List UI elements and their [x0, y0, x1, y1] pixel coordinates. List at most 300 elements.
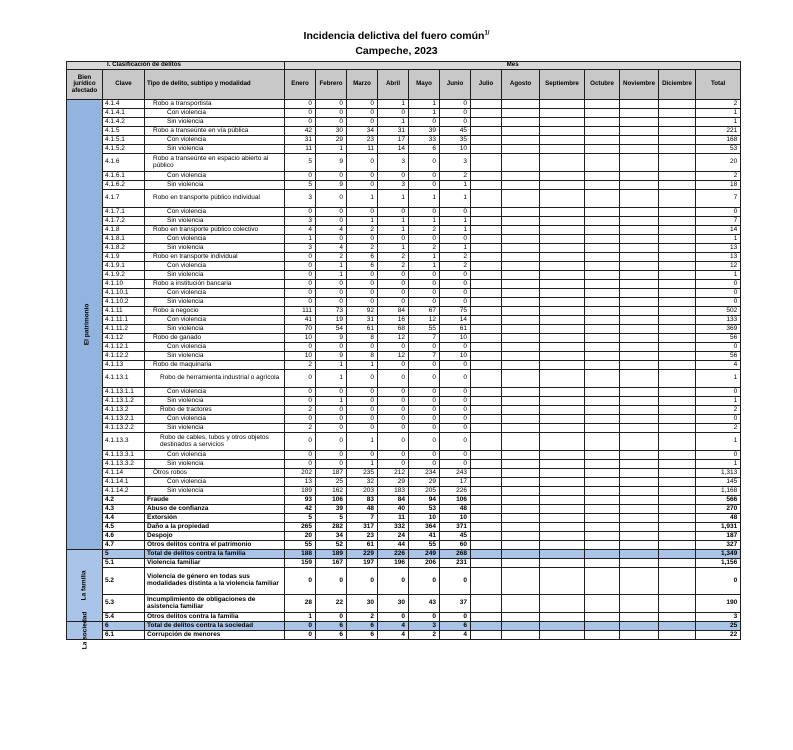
month-value-cell: 197: [347, 559, 378, 568]
month-value-cell: 226: [378, 550, 409, 559]
month-value-cell: 14: [440, 316, 471, 325]
month-value-cell: [620, 181, 659, 190]
month-value-cell: [471, 613, 502, 622]
month-value-cell: 0: [316, 406, 347, 415]
month-value-cell: [471, 496, 502, 505]
month-value-cell: [471, 172, 502, 181]
total-cell: 1: [696, 433, 741, 451]
month-value-cell: [585, 253, 620, 262]
month-value-cell: 44: [378, 541, 409, 550]
tipo-cell: Abuso de confianza: [145, 505, 285, 514]
total-cell: 13: [696, 253, 741, 262]
month-header: Diciembre: [659, 70, 696, 100]
tipo-cell: Con violencia: [145, 262, 285, 271]
month-value-cell: 10: [440, 334, 471, 343]
total-cell: 327: [696, 541, 741, 550]
month-value-cell: [585, 262, 620, 271]
month-value-cell: 4: [440, 631, 471, 640]
month-value-cell: [540, 469, 585, 478]
bien-juridico-cell: [67, 611, 103, 650]
clave-cell: 4.2: [103, 496, 145, 505]
month-value-cell: 162: [316, 487, 347, 496]
month-value-cell: 188: [285, 550, 316, 559]
month-value-cell: 0: [285, 298, 316, 307]
month-value-cell: 0: [285, 253, 316, 262]
month-value-cell: [540, 172, 585, 181]
month-value-cell: [540, 352, 585, 361]
month-value-cell: [585, 415, 620, 424]
month-value-cell: 0: [409, 613, 440, 622]
tipo-cell: Con violencia: [145, 415, 285, 424]
month-value-cell: 189: [316, 550, 347, 559]
month-value-cell: [585, 325, 620, 334]
tipo-cell: Daño a la propiedad: [145, 523, 285, 532]
month-value-cell: 61: [347, 325, 378, 334]
month-value-cell: [471, 415, 502, 424]
month-value-cell: 45: [440, 127, 471, 136]
tipo-cell: Sin violencia: [145, 397, 285, 406]
month-value-cell: 29: [316, 136, 347, 145]
clave-header: Clave: [103, 70, 145, 100]
tipo-cell: Sin violencia: [145, 145, 285, 154]
month-value-cell: [620, 469, 659, 478]
month-value-cell: 0: [316, 613, 347, 622]
month-value-cell: 1: [440, 190, 471, 208]
month-value-cell: 2: [378, 262, 409, 271]
month-value-cell: [659, 235, 696, 244]
month-value-cell: 1: [409, 190, 440, 208]
month-value-cell: [540, 451, 585, 460]
month-value-cell: 0: [347, 271, 378, 280]
month-value-cell: [502, 217, 540, 226]
month-value-cell: 70: [285, 325, 316, 334]
month-value-cell: 0: [285, 370, 316, 388]
month-value-cell: 0: [347, 343, 378, 352]
table-row: [67, 370, 741, 388]
month-value-cell: [540, 235, 585, 244]
month-value-cell: [620, 172, 659, 181]
month-value-cell: [659, 136, 696, 145]
month-value-cell: 1: [347, 190, 378, 208]
month-value-cell: 75: [440, 307, 471, 316]
total-cell: 133: [696, 316, 741, 325]
month-value-cell: 0: [440, 109, 471, 118]
month-value-cell: 16: [378, 316, 409, 325]
tipo-cell: Sin violencia: [145, 325, 285, 334]
month-value-cell: [659, 361, 696, 370]
total-cell: 1: [696, 271, 741, 280]
month-value-cell: [585, 433, 620, 451]
total-cell: 502: [696, 307, 741, 316]
month-value-cell: 0: [347, 388, 378, 397]
month-value-cell: [540, 280, 585, 289]
month-value-cell: 1: [285, 613, 316, 622]
month-value-cell: 0: [316, 172, 347, 181]
month-value-cell: 1: [409, 253, 440, 262]
month-value-cell: [471, 325, 502, 334]
month-value-cell: [659, 451, 696, 460]
clave-cell: 4.1.13.3.2: [103, 460, 145, 469]
month-value-cell: 19: [316, 316, 347, 325]
month-value-cell: 29: [409, 478, 440, 487]
tipo-cell: Con violencia: [145, 109, 285, 118]
month-value-cell: [502, 451, 540, 460]
month-value-cell: 28: [285, 595, 316, 613]
month-value-cell: [585, 334, 620, 343]
month-value-cell: 43: [409, 595, 440, 613]
month-value-cell: [659, 280, 696, 289]
total-cell: 53: [696, 145, 741, 154]
month-value-cell: [502, 433, 540, 451]
table-row: [67, 217, 741, 226]
month-value-cell: 24: [378, 532, 409, 541]
month-value-cell: [585, 127, 620, 136]
month-value-cell: [620, 451, 659, 460]
month-value-cell: 0: [378, 361, 409, 370]
month-value-cell: 0: [285, 280, 316, 289]
month-value-cell: [471, 487, 502, 496]
month-value-cell: 0: [285, 289, 316, 298]
month-value-cell: 14: [378, 145, 409, 154]
clave-cell: 4.1.11.2: [103, 325, 145, 334]
month-value-cell: 10: [285, 334, 316, 343]
month-value-cell: [620, 100, 659, 109]
month-value-cell: 84: [378, 307, 409, 316]
month-value-cell: 332: [378, 523, 409, 532]
month-value-cell: [540, 361, 585, 370]
month-value-cell: 1: [409, 262, 440, 271]
month-value-cell: [502, 469, 540, 478]
month-value-cell: 2: [347, 244, 378, 253]
month-value-cell: [620, 208, 659, 217]
table-row: [67, 118, 741, 127]
month-value-cell: [502, 244, 540, 253]
clave-cell: 4.1.9: [103, 253, 145, 262]
month-value-cell: [540, 334, 585, 343]
month-value-cell: [585, 451, 620, 460]
month-value-cell: 0: [409, 289, 440, 298]
total-cell: 1: [696, 109, 741, 118]
month-value-cell: [585, 307, 620, 316]
month-value-cell: [659, 145, 696, 154]
month-value-cell: 0: [440, 613, 471, 622]
month-value-cell: [585, 622, 620, 631]
month-value-cell: 6: [347, 631, 378, 640]
month-value-cell: [471, 100, 502, 109]
month-value-cell: [585, 460, 620, 469]
month-value-cell: 0: [285, 208, 316, 217]
month-value-cell: [471, 235, 502, 244]
month-value-cell: 9: [316, 154, 347, 172]
month-value-cell: 10: [440, 145, 471, 154]
month-value-cell: [502, 613, 540, 622]
month-value-cell: [585, 136, 620, 145]
tipo-cell: Con violencia: [145, 343, 285, 352]
month-value-cell: 11: [378, 514, 409, 523]
month-value-cell: 29: [378, 478, 409, 487]
clave-cell: 4.1.10.2: [103, 298, 145, 307]
month-value-cell: [471, 226, 502, 235]
tipo-cell: Robo de maquinaria: [145, 361, 285, 370]
clave-cell: 4.1.10.1: [103, 289, 145, 298]
month-value-cell: [502, 307, 540, 316]
month-value-cell: [540, 496, 585, 505]
month-value-cell: [471, 388, 502, 397]
month-value-cell: 0: [316, 280, 347, 289]
month-value-cell: 167: [316, 559, 347, 568]
month-value-cell: 2: [440, 172, 471, 181]
month-value-cell: [585, 541, 620, 550]
month-value-cell: 1: [409, 100, 440, 109]
month-value-cell: [620, 541, 659, 550]
month-value-cell: 203: [347, 487, 378, 496]
month-value-cell: [540, 226, 585, 235]
month-value-cell: 0: [378, 208, 409, 217]
month-header: Octubre: [585, 70, 620, 100]
month-value-cell: 1: [378, 217, 409, 226]
month-value-cell: 2: [316, 253, 347, 262]
month-value-cell: 2: [440, 262, 471, 271]
month-value-cell: 92: [347, 307, 378, 316]
month-value-cell: 67: [409, 307, 440, 316]
month-value-cell: [471, 316, 502, 325]
month-value-cell: [540, 622, 585, 631]
month-value-cell: 0: [347, 568, 378, 595]
month-value-cell: [620, 622, 659, 631]
month-value-cell: 0: [409, 361, 440, 370]
month-value-cell: 0: [347, 424, 378, 433]
month-value-cell: [659, 532, 696, 541]
month-value-cell: [620, 370, 659, 388]
month-value-cell: 0: [285, 262, 316, 271]
month-value-cell: 106: [316, 496, 347, 505]
clave-cell: 5.1: [103, 559, 145, 568]
month-value-cell: [471, 253, 502, 262]
total-cell: 7: [696, 190, 741, 208]
clave-cell: 4.1.6.2: [103, 181, 145, 190]
month-value-cell: [540, 460, 585, 469]
month-value-cell: [540, 145, 585, 154]
total-cell: 4: [696, 361, 741, 370]
table-row: [67, 154, 741, 172]
table-row: [67, 523, 741, 532]
month-value-cell: [540, 370, 585, 388]
month-value-cell: 0: [347, 172, 378, 181]
month-value-cell: 0: [347, 208, 378, 217]
tipo-cell: Robo a institución bancaria: [145, 280, 285, 289]
month-value-cell: [502, 289, 540, 298]
month-header: Marzo: [347, 70, 378, 100]
month-value-cell: 0: [285, 388, 316, 397]
month-value-cell: 12: [378, 352, 409, 361]
month-value-cell: [585, 298, 620, 307]
month-value-cell: [502, 460, 540, 469]
clave-cell: 4.1.12.2: [103, 352, 145, 361]
month-value-cell: 2: [347, 613, 378, 622]
month-value-cell: [620, 514, 659, 523]
table-row: [67, 631, 741, 640]
table-row: [67, 100, 741, 109]
month-value-cell: 2: [378, 253, 409, 262]
month-value-cell: [471, 154, 502, 172]
total-cell: 270: [696, 505, 741, 514]
clave-cell: 4.1.5.2: [103, 145, 145, 154]
month-value-cell: [659, 433, 696, 451]
tipo-cell: Con violencia: [145, 388, 285, 397]
month-value-cell: 1: [347, 217, 378, 226]
tipo-cell: Robo de herramienta industrial o agrícola: [145, 370, 285, 388]
month-value-cell: [540, 406, 585, 415]
month-value-cell: [585, 487, 620, 496]
month-value-cell: 1: [347, 460, 378, 469]
table-row: [67, 613, 741, 622]
month-value-cell: [659, 505, 696, 514]
month-value-cell: [502, 316, 540, 325]
month-value-cell: [620, 415, 659, 424]
month-value-cell: [471, 289, 502, 298]
month-value-cell: 189: [285, 487, 316, 496]
total-cell: 2: [696, 406, 741, 415]
month-value-cell: 0: [378, 433, 409, 451]
month-value-cell: [620, 388, 659, 397]
month-value-cell: 0: [378, 280, 409, 289]
month-value-cell: 0: [285, 415, 316, 424]
month-value-cell: 0: [285, 568, 316, 595]
month-header: Agosto: [502, 70, 540, 100]
month-value-cell: 12: [409, 316, 440, 325]
month-value-cell: [620, 568, 659, 595]
month-value-cell: 1: [285, 235, 316, 244]
bien-juridico-label: La sociedad: [81, 611, 89, 650]
total-cell: 566: [696, 496, 741, 505]
month-value-cell: [659, 262, 696, 271]
month-value-cell: 0: [316, 433, 347, 451]
table-row: [67, 622, 741, 631]
month-value-cell: 0: [316, 208, 347, 217]
month-value-cell: [502, 568, 540, 595]
month-value-cell: [585, 172, 620, 181]
clave-cell: 4.1.14.2: [103, 487, 145, 496]
month-value-cell: [659, 118, 696, 127]
table-row: [67, 253, 741, 262]
month-value-cell: [502, 478, 540, 487]
month-value-cell: 42: [285, 505, 316, 514]
month-value-cell: [585, 235, 620, 244]
month-value-cell: 48: [347, 505, 378, 514]
month-value-cell: 0: [440, 568, 471, 595]
month-value-cell: 0: [285, 118, 316, 127]
month-value-cell: 1: [316, 397, 347, 406]
month-value-cell: 1: [378, 190, 409, 208]
month-value-cell: [471, 568, 502, 595]
month-value-cell: [540, 262, 585, 271]
total-cell: 0: [696, 343, 741, 352]
table-row: [67, 343, 741, 352]
month-value-cell: [620, 595, 659, 613]
month-value-cell: 0: [440, 460, 471, 469]
table-row: [67, 145, 741, 154]
clave-cell: 4.1.6.1: [103, 172, 145, 181]
month-value-cell: [620, 109, 659, 118]
month-value-cell: 0: [378, 397, 409, 406]
month-value-cell: [620, 478, 659, 487]
month-header: Julio: [471, 70, 502, 100]
month-value-cell: [659, 307, 696, 316]
month-value-cell: 1: [409, 217, 440, 226]
tipo-cell: Violencia de género en todas sus modalidades distinta a la violencia familiar: [145, 568, 285, 595]
month-value-cell: 202: [285, 469, 316, 478]
table-row: [67, 568, 741, 595]
total-cell: 2: [696, 100, 741, 109]
month-value-cell: [471, 307, 502, 316]
month-value-cell: [502, 631, 540, 640]
table-row: [67, 109, 741, 118]
month-value-cell: 0: [378, 460, 409, 469]
month-value-cell: [659, 595, 696, 613]
total-cell: 0: [696, 298, 741, 307]
total-cell: 1: [696, 460, 741, 469]
month-value-cell: [620, 523, 659, 532]
month-value-cell: 0: [347, 289, 378, 298]
month-value-cell: 1: [378, 244, 409, 253]
month-value-cell: [471, 370, 502, 388]
month-value-cell: 39: [316, 505, 347, 514]
month-value-cell: 0: [347, 100, 378, 109]
month-value-cell: [540, 271, 585, 280]
month-value-cell: [620, 343, 659, 352]
month-value-cell: 0: [440, 415, 471, 424]
month-value-cell: 7: [347, 514, 378, 523]
month-value-cell: [620, 118, 659, 127]
month-value-cell: 3: [285, 244, 316, 253]
month-value-cell: 1: [440, 217, 471, 226]
month-value-cell: 1: [347, 433, 378, 451]
month-value-cell: [585, 289, 620, 298]
month-value-cell: [659, 352, 696, 361]
month-value-cell: [585, 109, 620, 118]
month-value-cell: [620, 298, 659, 307]
month-value-cell: 0: [378, 271, 409, 280]
month-value-cell: 3: [378, 154, 409, 172]
month-value-cell: 10: [440, 352, 471, 361]
month-value-cell: 0: [409, 343, 440, 352]
month-value-cell: 0: [378, 235, 409, 244]
clave-cell: 4.1.13.2.1: [103, 415, 145, 424]
month-value-cell: 0: [347, 415, 378, 424]
month-value-cell: 5: [285, 181, 316, 190]
month-header: Noviembre: [620, 70, 659, 100]
clave-cell: 4.1.4.1: [103, 109, 145, 118]
total-cell: 1,349: [696, 550, 741, 559]
month-value-cell: [471, 298, 502, 307]
month-value-cell: [620, 361, 659, 370]
table-row: [67, 397, 741, 406]
total-cell: 0: [696, 280, 741, 289]
table-row: [67, 316, 741, 325]
bien-juridico-label: La familia: [80, 570, 88, 601]
month-value-cell: 0: [440, 433, 471, 451]
month-value-cell: 55: [409, 541, 440, 550]
month-value-cell: 53: [409, 505, 440, 514]
month-value-cell: [502, 298, 540, 307]
month-value-cell: 1: [378, 118, 409, 127]
clave-cell: 4.1.13: [103, 361, 145, 370]
month-value-cell: 6: [409, 145, 440, 154]
month-value-cell: 0: [409, 208, 440, 217]
month-value-cell: 32: [347, 478, 378, 487]
clave-cell: 4.4: [103, 514, 145, 523]
bien-juridico-label: El patrimonio: [83, 303, 91, 346]
